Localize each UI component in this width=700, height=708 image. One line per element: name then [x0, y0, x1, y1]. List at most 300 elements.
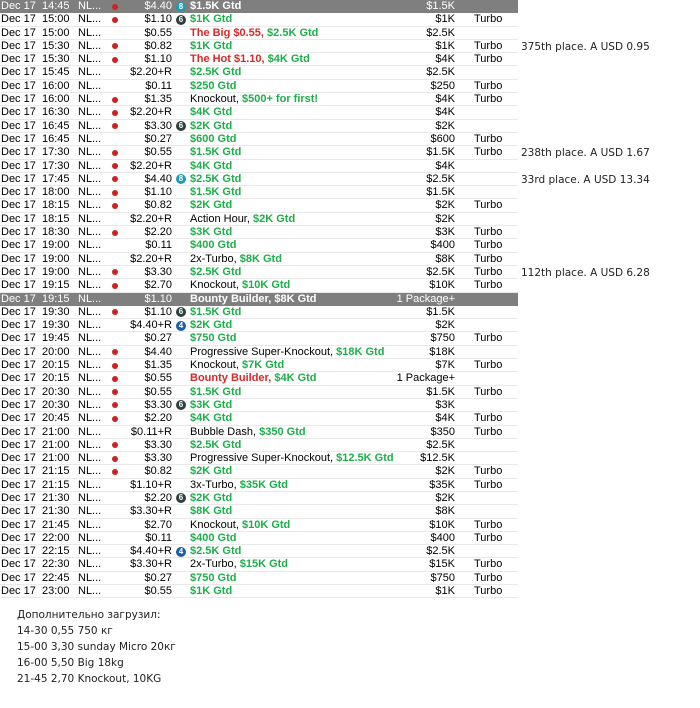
buy-in: $2.20+R — [130, 159, 172, 172]
tournament-name-part: $2.5K Gtd — [190, 172, 242, 185]
start-time: 18:15 — [42, 199, 70, 212]
buy-in: $0.11 — [145, 239, 172, 252]
prize-pool: $1.5K — [426, 385, 455, 398]
tournament-name-part: Action Hour, — [190, 212, 253, 225]
start-date: Dec 17 — [1, 545, 36, 558]
game-type: NL... — [78, 478, 102, 491]
game-type: NL... — [78, 53, 102, 66]
tournament-name-part: $8K Gtd — [239, 252, 282, 265]
start-time: 22:30 — [42, 558, 70, 571]
tournament-name-part: $4K Gtd — [190, 412, 233, 425]
tournament-name — [190, 306, 400, 319]
speed: Turbo — [474, 425, 503, 438]
tournament-name-part: The Big $0.55, — [190, 26, 268, 39]
buy-in: $0.55 — [144, 372, 172, 385]
start-date: Dec 17 — [1, 465, 36, 478]
game-type: NL... — [78, 39, 102, 52]
speed: Turbo — [474, 478, 503, 491]
buy-in: $2.20+R — [130, 106, 172, 119]
tournament-name-part: $2.5K Gtd — [267, 26, 319, 39]
start-date: Dec 17 — [1, 531, 36, 544]
start-date: Dec 17 — [1, 305, 36, 318]
tournament-name-part: $750 Gtd — [190, 571, 237, 584]
start-time: 19:45 — [42, 332, 70, 345]
tournament-name — [190, 332, 400, 345]
prize-pool: $2K — [435, 199, 455, 212]
prize-pool: $2.5K — [426, 66, 455, 79]
result-note: 238th place. A USD 1.67 — [521, 147, 650, 160]
tournament-name — [190, 545, 400, 558]
tournament-name — [190, 465, 400, 478]
tournament-name-part: The Hot $1.10, — [190, 53, 268, 66]
start-date: Dec 17 — [1, 279, 36, 292]
tournament-row[interactable] — [0, 532, 518, 545]
tournament-name-part: 3x-Turbo, — [190, 478, 240, 491]
game-type: NL... — [78, 106, 102, 119]
prize-pool: $4K — [435, 412, 455, 425]
tournament-row[interactable] — [0, 319, 518, 332]
buy-in: $1.10 — [144, 13, 172, 26]
speed: Turbo — [474, 226, 503, 239]
prize-pool: $15K — [429, 558, 455, 571]
tournament-name — [190, 386, 400, 399]
prize-pool: $750 — [430, 571, 455, 584]
start-time: 20:15 — [42, 372, 70, 385]
tournament-row[interactable] — [0, 492, 518, 505]
prize-pool: $4K — [435, 106, 455, 119]
prize-pool: 1 Package+ — [396, 372, 455, 385]
tournament-name-part: $35K Gtd — [239, 478, 289, 491]
max-players-badge-icon: 8 — [176, 2, 186, 12]
start-time: 21:15 — [42, 465, 70, 478]
prize-pool: $4K — [435, 93, 455, 106]
start-time: 18:30 — [42, 226, 70, 239]
game-type: NL... — [78, 132, 102, 145]
game-type: NL... — [78, 305, 102, 318]
start-time: 19:15 — [42, 292, 70, 305]
start-date: Dec 17 — [1, 252, 36, 265]
game-type: NL... — [78, 186, 102, 199]
tournament-name-part: Knockout, — [190, 279, 242, 292]
start-date: Dec 17 — [1, 398, 36, 411]
tournament-row[interactable] — [0, 0, 518, 13]
prize-pool: $12.5K — [420, 452, 455, 465]
speed: Turbo — [474, 558, 503, 571]
prize-pool: $2.5K — [426, 265, 455, 278]
tournament-row[interactable] — [0, 452, 518, 465]
tournament-name-part: $1.5K Gtd — [190, 186, 242, 199]
tournament-name-part: $2K Gtd — [190, 319, 233, 332]
start-time: 20:45 — [42, 412, 70, 425]
game-type: NL... — [78, 372, 102, 385]
prize-pool: $1K — [435, 13, 455, 26]
tournament-row[interactable] — [0, 120, 518, 133]
buy-in: $1.35 — [144, 93, 172, 106]
start-date: Dec 17 — [1, 585, 36, 598]
prize-pool: $3K — [435, 226, 455, 239]
speed: Turbo — [474, 359, 503, 372]
tournament-row[interactable] — [0, 213, 518, 226]
prize-pool: $18K — [429, 345, 455, 358]
speed: Turbo — [474, 39, 503, 52]
game-type: NL... — [78, 212, 102, 225]
start-date: Dec 17 — [1, 226, 36, 239]
speed: Turbo — [474, 79, 503, 92]
start-date: Dec 17 — [1, 26, 36, 39]
start-time: 17:30 — [42, 146, 70, 159]
prize-pool: $1.5K — [426, 0, 455, 12]
tournament-name-part: $400 Gtd — [190, 239, 237, 252]
game-type: NL... — [78, 226, 102, 239]
start-date: Dec 17 — [1, 66, 36, 79]
tournament-name — [190, 199, 400, 212]
buy-in: $3.30+R — [130, 558, 172, 571]
tournament-name — [190, 505, 400, 518]
buy-in: $0.82 — [144, 39, 172, 52]
start-date: Dec 17 — [1, 372, 36, 385]
start-time: 17:30 — [42, 159, 70, 172]
prize-pool: $8K — [435, 505, 455, 518]
game-type: NL... — [78, 66, 102, 79]
tournament-row[interactable] — [0, 160, 518, 173]
tournament-row[interactable] — [0, 40, 518, 53]
prize-pool: $10K — [429, 279, 455, 292]
start-time: 21:00 — [42, 452, 70, 465]
start-date: Dec 17 — [1, 146, 36, 159]
prize-pool: $4K — [435, 159, 455, 172]
tournament-row[interactable] — [0, 359, 518, 372]
speed: Turbo — [474, 585, 503, 598]
tournament-row[interactable] — [0, 293, 518, 306]
tournament-row[interactable] — [0, 133, 518, 146]
tournament-row[interactable] — [0, 80, 518, 93]
tournament-name-part: $7K Gtd — [241, 359, 285, 372]
tournament-name-part: $750 Gtd — [190, 332, 237, 345]
game-type: NL... — [78, 146, 102, 159]
buy-in: $0.82 — [144, 465, 172, 478]
tournament-name — [190, 13, 400, 26]
prize-pool: $350 — [430, 425, 455, 438]
extra-heading: Дополнительно загрузил: — [17, 609, 161, 621]
start-time: 22:15 — [42, 545, 70, 558]
extra-line: 15-00 3,30 sunday Micro 20кг — [17, 641, 176, 653]
prize-pool: $35K — [429, 478, 455, 491]
tournament-row[interactable] — [0, 332, 518, 345]
extra-downloads-note — [17, 607, 176, 687]
tournament-name-part: $1.5K Gtd — [190, 385, 242, 398]
speed: Turbo — [474, 465, 503, 478]
tournament-row[interactable] — [0, 386, 518, 399]
buy-in: $0.55 — [144, 385, 172, 398]
tournament-name-part: Progressive Super-Knockout, — [190, 452, 337, 465]
tournament-name-part: $3K Gtd — [190, 226, 233, 239]
game-type: NL... — [78, 292, 102, 305]
tournament-name — [190, 146, 400, 159]
buy-in: $0.82 — [144, 199, 172, 212]
tournament-name-part: Bounty Builder, — [190, 372, 275, 385]
buy-in: $4.40+R — [130, 319, 172, 332]
prize-pool: $8K — [435, 252, 455, 265]
tournament-name-part: $18K Gtd — [336, 345, 385, 358]
buy-in: $0.27 — [144, 332, 172, 345]
tournament-row[interactable] — [0, 346, 518, 359]
tournament-name-part: $500+ for first! — [241, 93, 319, 106]
speed: Turbo — [474, 239, 503, 252]
start-time: 22:00 — [42, 531, 70, 544]
tournament-name — [190, 399, 400, 412]
tournament-row[interactable] — [0, 106, 518, 119]
start-date: Dec 17 — [1, 292, 36, 305]
tournament-name — [190, 133, 400, 146]
speed: Turbo — [474, 332, 503, 345]
tournament-name — [190, 0, 400, 13]
tournament-name — [190, 359, 400, 372]
prize-pool: $10K — [429, 518, 455, 531]
buy-in: $2.20+R — [130, 212, 172, 225]
tournament-name — [190, 66, 400, 79]
game-type: NL... — [78, 13, 102, 26]
prize-pool: $1.5K — [426, 305, 455, 318]
tournament-row[interactable] — [0, 279, 518, 292]
game-type: NL... — [78, 545, 102, 558]
tournament-name — [190, 40, 400, 53]
start-date: Dec 17 — [1, 0, 36, 12]
buy-in: $0.11 — [145, 79, 172, 92]
result-note: 375th place. A USD 0.95 — [521, 40, 650, 53]
game-type: NL... — [78, 159, 102, 172]
buy-in: $0.55 — [144, 26, 172, 39]
tournament-row[interactable] — [0, 558, 518, 571]
tournament-name-part: $1K Gtd — [190, 13, 233, 26]
game-type: NL... — [78, 518, 102, 531]
prize-pool: $250 — [430, 79, 455, 92]
game-type: NL... — [78, 425, 102, 438]
start-time: 15:00 — [42, 26, 70, 39]
buy-in: $3.30 — [144, 438, 172, 451]
extra-line: 14-30 0,55 750 кг — [17, 625, 113, 637]
tournament-name-part: $2K Gtd — [190, 491, 233, 504]
tournament-name-part: $250 Gtd — [190, 79, 237, 92]
tournament-name-part: $4K Gtd — [274, 372, 317, 385]
prize-pool: $2K — [435, 319, 455, 332]
prize-pool: $7K — [435, 359, 455, 372]
game-type: NL... — [78, 571, 102, 584]
tournament-row[interactable] — [0, 27, 518, 40]
tournament-row[interactable] — [0, 426, 518, 439]
prize-pool: $2.5K — [426, 26, 455, 39]
tournament-row[interactable] — [0, 186, 518, 199]
max-players-badge-icon: 6 — [176, 400, 186, 410]
tournament-name — [190, 558, 400, 571]
tournament-row[interactable] — [0, 93, 518, 106]
start-date: Dec 17 — [1, 518, 36, 531]
start-date: Dec 17 — [1, 478, 36, 491]
game-type: NL... — [78, 345, 102, 358]
tournament-name-part: $15K Gtd — [239, 558, 289, 571]
buy-in: $0.27 — [144, 571, 172, 584]
start-date: Dec 17 — [1, 13, 36, 26]
start-date: Dec 17 — [1, 558, 36, 571]
tournament-name — [190, 426, 400, 439]
buy-in: $2.70 — [144, 518, 172, 531]
buy-in: $4.40+R — [130, 545, 172, 558]
tournament-name — [190, 492, 400, 505]
tournament-name-part: $2K Gtd — [252, 212, 296, 225]
buy-in: $1.10 — [144, 186, 172, 199]
start-time: 20:00 — [42, 345, 70, 358]
game-type: NL... — [78, 531, 102, 544]
tournament-name-part: Bounty Builder, $8K Gtd — [190, 292, 317, 305]
speed: Turbo — [474, 199, 503, 212]
tournament-name-part: Progressive Super-Knockout, — [190, 345, 337, 358]
tournament-row[interactable] — [0, 399, 518, 412]
buy-in: $0.11 — [145, 531, 172, 544]
tournament-row[interactable] — [0, 306, 518, 319]
prize-pool: $1.5K — [426, 146, 455, 159]
game-type: NL... — [78, 239, 102, 252]
start-time: 19:00 — [42, 239, 70, 252]
prize-pool: $3K — [435, 398, 455, 411]
start-time: 16:00 — [42, 93, 70, 106]
prize-pool: $2.5K — [426, 438, 455, 451]
start-time: 18:15 — [42, 212, 70, 225]
buy-in: $3.30+R — [130, 505, 172, 518]
game-type: NL... — [78, 585, 102, 598]
tournament-row[interactable] — [0, 465, 518, 478]
buy-in: $2.70 — [144, 279, 172, 292]
start-date: Dec 17 — [1, 412, 36, 425]
game-type: NL... — [78, 505, 102, 518]
buy-in: $2.20+R — [130, 66, 172, 79]
tournament-row[interactable] — [0, 66, 518, 79]
buy-in: $3.30 — [144, 398, 172, 411]
start-time: 19:00 — [42, 252, 70, 265]
max-players-badge-icon: 6 — [176, 493, 186, 503]
start-date: Dec 17 — [1, 332, 36, 345]
tournament-row[interactable] — [0, 226, 518, 239]
tournament-name — [190, 519, 400, 532]
tournament-row[interactable] — [0, 53, 518, 66]
buy-in: $0.55 — [144, 146, 172, 159]
game-type: NL... — [78, 385, 102, 398]
start-date: Dec 17 — [1, 106, 36, 119]
tournament-row[interactable] — [0, 479, 518, 492]
tournament-name — [190, 346, 400, 359]
start-time: 15:45 — [42, 66, 70, 79]
tournament-name — [190, 27, 400, 40]
speed: Turbo — [474, 132, 503, 145]
buy-in: $0.27 — [144, 132, 172, 145]
buy-in: $0.55 — [144, 585, 172, 598]
tournament-row[interactable] — [0, 266, 518, 279]
game-type: NL... — [78, 0, 102, 12]
game-type: NL... — [78, 465, 102, 478]
tournament-name — [190, 239, 400, 252]
tournament-name-part: 2x-Turbo, — [190, 252, 240, 265]
tournament-row[interactable] — [0, 239, 518, 252]
tournament-row[interactable] — [0, 146, 518, 159]
start-time: 22:45 — [42, 571, 70, 584]
tournament-name-part: $2K Gtd — [190, 199, 233, 212]
tournament-row[interactable] — [0, 439, 518, 452]
tournament-name-part: $10K Gtd — [241, 518, 291, 531]
tournament-row[interactable] — [0, 173, 518, 186]
speed: Turbo — [474, 571, 503, 584]
tournament-row[interactable] — [0, 412, 518, 425]
prize-pool: $2K — [435, 491, 455, 504]
tournament-name — [190, 253, 400, 266]
buy-in: $1.10 — [144, 292, 172, 305]
buy-in: $3.30 — [144, 265, 172, 278]
game-type: NL... — [78, 558, 102, 571]
speed: Turbo — [474, 518, 503, 531]
buy-in: $1.10 — [144, 53, 172, 66]
start-date: Dec 17 — [1, 132, 36, 145]
tournament-name — [190, 452, 400, 465]
start-time: 20:30 — [42, 398, 70, 411]
max-players-badge-icon: 4 — [176, 547, 186, 557]
max-players-badge-icon: 8 — [176, 174, 186, 184]
tournament-row[interactable] — [0, 519, 518, 532]
max-players-badge-icon: 6 — [176, 307, 186, 317]
start-time: 16:00 — [42, 79, 70, 92]
max-players-badge-icon: 4 — [176, 321, 186, 331]
start-time: 15:30 — [42, 39, 70, 52]
buy-in: $2.20 — [144, 226, 172, 239]
start-time: 21:00 — [42, 438, 70, 451]
tournament-row[interactable] — [0, 572, 518, 585]
tournament-name-part: $1.5K Gtd — [190, 305, 242, 318]
tournament-name-part: $12.5K Gtd — [336, 452, 394, 465]
tournament-name — [190, 372, 400, 385]
tournament-name — [190, 319, 400, 332]
tournament-row[interactable] — [0, 505, 518, 518]
start-date: Dec 17 — [1, 212, 36, 225]
tournament-row[interactable] — [0, 13, 518, 26]
tournament-row[interactable] — [0, 199, 518, 212]
buy-in: $4.40 — [144, 0, 172, 12]
tournament-row[interactable] — [0, 372, 518, 385]
buy-in: $2.20 — [144, 412, 172, 425]
buy-in: $0.11+R — [130, 425, 172, 438]
start-date: Dec 17 — [1, 385, 36, 398]
tournament-name-part: $1.5K Gtd — [190, 0, 242, 12]
buy-in: $3.30 — [144, 452, 172, 465]
tournament-name-part: $8K Gtd — [190, 505, 233, 518]
tournament-row[interactable] — [0, 253, 518, 266]
tournament-row[interactable] — [0, 545, 518, 558]
tournament-name-part: $1K Gtd — [190, 39, 233, 52]
tournament-name — [190, 160, 400, 173]
tournament-name — [190, 173, 400, 186]
game-type: NL... — [78, 172, 102, 185]
prize-pool: $2K — [435, 465, 455, 478]
speed: Turbo — [474, 146, 503, 159]
tournament-name-part: 2x-Turbo, — [190, 558, 240, 571]
tournament-name-part: Knockout, — [190, 359, 242, 372]
tournament-name-part: Knockout, — [190, 93, 242, 106]
tournament-name — [190, 266, 400, 279]
tournament-name-part: $2.5K Gtd — [190, 545, 242, 558]
game-type: NL... — [78, 26, 102, 39]
tournament-row[interactable] — [0, 585, 518, 598]
tournament-name — [190, 412, 400, 425]
prize-pool: $600 — [430, 132, 455, 145]
max-players-badge-icon: 6 — [176, 121, 186, 131]
buy-in: $2.20+R — [130, 252, 172, 265]
buy-in: $3.30 — [144, 119, 172, 132]
tournament-name — [190, 585, 400, 598]
